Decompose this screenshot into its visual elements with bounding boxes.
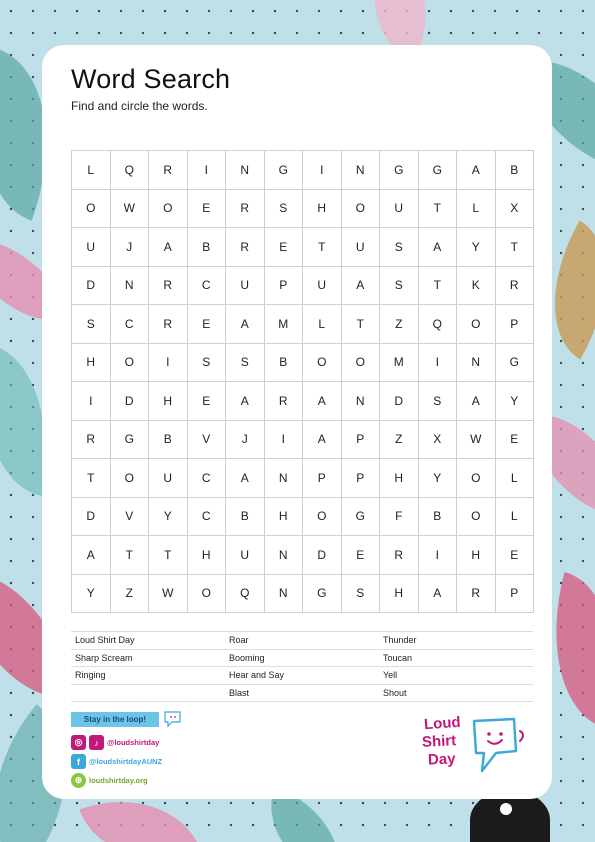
grid-cell[interactable]: E [188, 190, 227, 229]
grid-cell[interactable]: E [496, 536, 535, 575]
grid-cell[interactable]: Z [380, 421, 419, 460]
word-item: Ringing [75, 670, 106, 681]
grid-cell[interactable]: C [188, 498, 227, 537]
grid-cell[interactable]: W [111, 190, 150, 229]
grid-cell[interactable]: A [457, 151, 496, 190]
grid-cell[interactable]: B [419, 498, 458, 537]
page-title: Word Search [71, 64, 231, 94]
grid-cell[interactable]: O [111, 459, 150, 498]
grid-cell[interactable]: O [457, 498, 496, 537]
grid-cell[interactable]: U [226, 536, 265, 575]
letter-grid [71, 150, 534, 613]
grid-cell[interactable]: Q [419, 305, 458, 344]
grid-cell[interactable]: D [380, 382, 419, 421]
word-item: Shout [383, 687, 407, 698]
grid-cell[interactable]: S [265, 190, 304, 229]
grid-cell[interactable]: M [265, 305, 304, 344]
word-item: Toucan [383, 652, 413, 663]
grid-cell[interactable]: I [188, 151, 227, 190]
grid-cell[interactable]: O [188, 575, 227, 614]
grid-cell[interactable]: S [380, 228, 419, 267]
grid-cell[interactable]: T [303, 228, 342, 267]
grid-cell[interactable]: Z [380, 305, 419, 344]
word-list-row [71, 685, 533, 703]
globe-icon: ⊕ [71, 773, 86, 788]
grid-cell[interactable]: I [72, 382, 111, 421]
website-link: loudshirtday.org [89, 776, 148, 785]
social-facebook[interactable] [71, 754, 162, 769]
grid-cell[interactable]: D [111, 382, 150, 421]
grid-cell[interactable]: R [265, 382, 304, 421]
instagram-icon: ◎ [71, 735, 86, 750]
grid-cell[interactable]: W [457, 421, 496, 460]
word-item: Booming [229, 652, 265, 663]
grid-cell[interactable]: A [457, 382, 496, 421]
word-list-row [71, 650, 533, 668]
grid-cell[interactable]: H [380, 575, 419, 614]
social-website[interactable] [71, 773, 148, 788]
grid-cell[interactable]: J [111, 228, 150, 267]
grid-cell[interactable]: I [303, 151, 342, 190]
grid-cell[interactable]: G [303, 575, 342, 614]
grid-cell[interactable]: U [342, 228, 381, 267]
tiktok-icon: ♪ [89, 735, 104, 750]
facebook-handle: @loudshirtdayAUNZ [89, 757, 163, 766]
grid-cell[interactable]: N [265, 536, 304, 575]
grid-cell[interactable]: H [457, 536, 496, 575]
grid-cell[interactable]: R [149, 151, 188, 190]
grid-cell[interactable]: L [496, 459, 535, 498]
grid-cell[interactable]: G [380, 151, 419, 190]
grid-cell[interactable]: O [303, 498, 342, 537]
grid-cell[interactable]: A [226, 459, 265, 498]
grid-cell[interactable]: U [303, 267, 342, 306]
grid-cell[interactable]: O [303, 344, 342, 383]
grid-cell[interactable]: E [265, 228, 304, 267]
grid-cell[interactable]: S [188, 344, 227, 383]
grid-cell[interactable]: S [380, 267, 419, 306]
grid-cell[interactable]: C [188, 459, 227, 498]
grid-cell[interactable]: I [419, 344, 458, 383]
worksheet-card [42, 45, 552, 799]
grid-cell[interactable]: S [226, 344, 265, 383]
social-instagram-tiktok[interactable] [71, 735, 159, 750]
speech-bubble-icon [163, 710, 183, 728]
grid-cell[interactable]: P [496, 575, 535, 614]
grid-cell[interactable]: X [496, 190, 535, 229]
grid-cell[interactable]: G [342, 498, 381, 537]
grid-cell[interactable]: E [188, 382, 227, 421]
grid-cell[interactable]: Z [111, 575, 150, 614]
grid-cell[interactable]: D [72, 267, 111, 306]
grid-cell[interactable]: A [419, 228, 458, 267]
grid-cell[interactable]: O [457, 305, 496, 344]
grid-cell[interactable]: D [303, 536, 342, 575]
grid-cell[interactable]: U [380, 190, 419, 229]
grid-cell[interactable]: O [457, 459, 496, 498]
grid-cell[interactable]: U [226, 267, 265, 306]
grid-cell[interactable]: P [342, 459, 381, 498]
grid-cell[interactable]: N [342, 151, 381, 190]
grid-cell[interactable]: I [149, 344, 188, 383]
grid-cell[interactable]: G [419, 151, 458, 190]
grid-cell[interactable]: B [188, 228, 227, 267]
grid-cell[interactable]: E [188, 305, 227, 344]
grid-cell[interactable]: U [72, 228, 111, 267]
word-list-row [71, 667, 533, 685]
grid-cell[interactable]: T [419, 267, 458, 306]
grid-cell[interactable]: L [457, 190, 496, 229]
grid-cell[interactable]: R [226, 228, 265, 267]
grid-cell[interactable]: G [496, 344, 535, 383]
word-item: Yell [383, 670, 398, 681]
grid-cell[interactable]: P [303, 459, 342, 498]
grid-cell[interactable]: C [111, 305, 150, 344]
grid-cell[interactable]: T [342, 305, 381, 344]
grid-cell[interactable]: O [342, 190, 381, 229]
word-item: Sharp Scream [75, 652, 133, 663]
logo-text-loud: Loud [423, 713, 462, 734]
grid-cell[interactable]: H [188, 536, 227, 575]
grid-cell[interactable]: M [380, 344, 419, 383]
grid-cell[interactable]: R [149, 305, 188, 344]
grid-cell[interactable]: Q [226, 575, 265, 614]
grid-cell[interactable]: Y [457, 228, 496, 267]
word-item: Blast [229, 687, 250, 698]
grid-cell[interactable]: U [149, 459, 188, 498]
grid-cell[interactable]: B [496, 151, 535, 190]
grid-cell[interactable]: P [496, 305, 535, 344]
grid-cell[interactable]: N [265, 459, 304, 498]
grid-cell[interactable]: X [419, 421, 458, 460]
grid-cell[interactable]: B [226, 498, 265, 537]
grid-cell[interactable]: Y [496, 382, 535, 421]
grid-cell[interactable]: N [265, 575, 304, 614]
word-item: Loud Shirt Day [75, 635, 135, 646]
grid-cell[interactable]: T [149, 536, 188, 575]
grid-cell[interactable]: R [72, 421, 111, 460]
grid-cell[interactable]: T [496, 228, 535, 267]
word-list [71, 631, 533, 702]
grid-cell[interactable]: Q [111, 151, 150, 190]
grid-cell[interactable]: P [265, 267, 304, 306]
word-item: Thunder [383, 635, 417, 646]
grid-cell[interactable]: W [149, 575, 188, 614]
page-subtitle: Find and circle the words. [71, 99, 208, 113]
grid-cell[interactable]: A [72, 536, 111, 575]
grid-cell[interactable]: T [111, 536, 150, 575]
grid-cell[interactable]: R [380, 536, 419, 575]
grid-cell[interactable]: R [496, 267, 535, 306]
grid-cell[interactable]: L [303, 305, 342, 344]
grid-cell[interactable]: B [149, 421, 188, 460]
grid-cell[interactable]: H [265, 498, 304, 537]
grid-cell[interactable]: N [457, 344, 496, 383]
grid-cell[interactable]: P [342, 421, 381, 460]
grid-cell[interactable]: V [111, 498, 150, 537]
grid-cell[interactable]: I [419, 536, 458, 575]
grid-cell[interactable]: A [303, 421, 342, 460]
grid-cell[interactable]: H [303, 190, 342, 229]
grid-cell[interactable]: O [342, 344, 381, 383]
grid-cell[interactable]: A [226, 305, 265, 344]
grid-cell[interactable]: T [72, 459, 111, 498]
grid-cell[interactable]: R [226, 190, 265, 229]
facebook-icon: f [71, 754, 86, 769]
grid-cell[interactable]: Y [72, 575, 111, 614]
grid-cell[interactable]: R [457, 575, 496, 614]
grid-cell[interactable]: S [419, 382, 458, 421]
grid-cell[interactable]: R [149, 267, 188, 306]
logo-text-shirt: Shirt [421, 732, 457, 751]
grid-cell[interactable]: E [342, 536, 381, 575]
grid-cell[interactable]: K [457, 267, 496, 306]
grid-cell[interactable]: N [342, 382, 381, 421]
grid-cell[interactable]: N [226, 151, 265, 190]
grid-cell[interactable]: Y [149, 498, 188, 537]
stay-in-loop-banner: Stay in the loop! [71, 712, 159, 727]
grid-cell[interactable]: A [342, 267, 381, 306]
grid-cell[interactable]: H [149, 382, 188, 421]
grid-cell[interactable]: S [72, 305, 111, 344]
word-item: Roar [229, 635, 249, 646]
grid-cell[interactable]: G [265, 151, 304, 190]
grid-cell[interactable]: O [149, 190, 188, 229]
grid-cell[interactable]: B [265, 344, 304, 383]
grid-cell[interactable]: Y [419, 459, 458, 498]
logo-text-day: Day [427, 750, 456, 769]
grid-cell[interactable]: E [496, 421, 535, 460]
grid-cell[interactable]: G [111, 421, 150, 460]
grid-cell[interactable]: A [226, 382, 265, 421]
grid-cell[interactable]: L [72, 151, 111, 190]
grid-cell[interactable]: A [149, 228, 188, 267]
grid-cell[interactable]: F [380, 498, 419, 537]
grid-cell[interactable]: O [111, 344, 150, 383]
grid-cell[interactable]: L [496, 498, 535, 537]
word-list-row [71, 632, 533, 650]
grid-cell[interactable]: V [188, 421, 227, 460]
grid-cell[interactable]: A [419, 575, 458, 614]
toucan-eye [500, 803, 512, 815]
instagram-handle: @loudshirtday [107, 738, 160, 747]
grid-cell[interactable]: N [111, 267, 150, 306]
loud-shirt-day-logo [418, 713, 533, 783]
grid-cell[interactable]: A [303, 382, 342, 421]
grid-cell[interactable]: I [265, 421, 304, 460]
grid-cell[interactable]: J [226, 421, 265, 460]
grid-cell[interactable]: H [380, 459, 419, 498]
grid-cell[interactable]: H [72, 344, 111, 383]
grid-cell[interactable]: D [72, 498, 111, 537]
word-item: Hear and Say [229, 670, 285, 681]
logo-speech-bubble-icon [470, 717, 532, 777]
grid-cell[interactable]: S [342, 575, 381, 614]
grid-cell[interactable]: T [419, 190, 458, 229]
grid-cell[interactable]: C [188, 267, 227, 306]
grid-cell[interactable]: O [72, 190, 111, 229]
